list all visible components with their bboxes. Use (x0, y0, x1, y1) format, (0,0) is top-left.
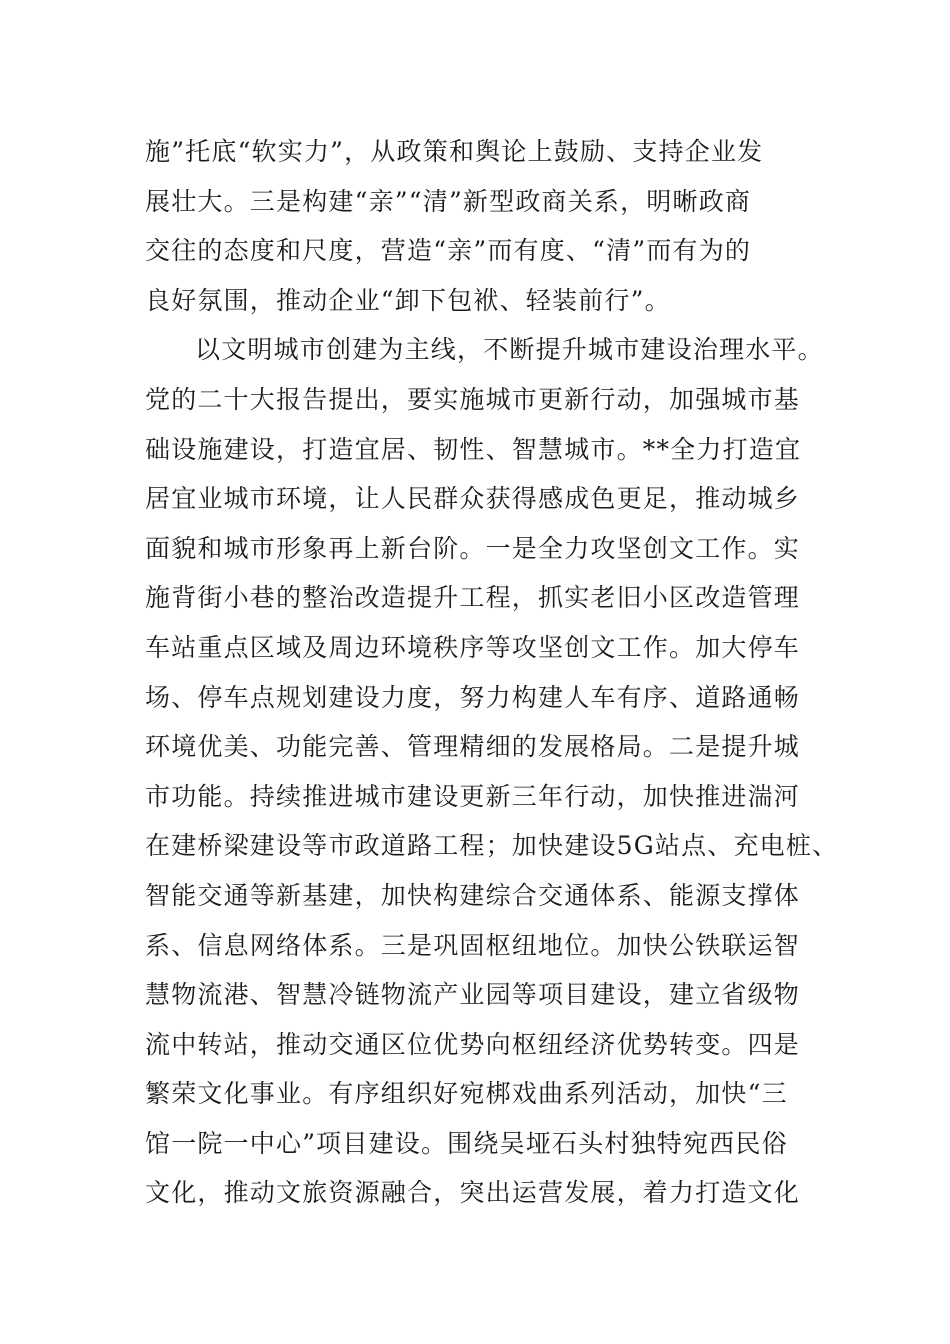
text-line: 展壮大。三是构建“亲”“清”新型政商关系，明晰政商 (145, 186, 752, 216)
text-line: 车站重点区域及周边环境秩序等攻坚创文工作。加大停车 (145, 632, 801, 662)
text-line: 流中转站，推动交通区位优势向枢纽经济优势转变。四是 (145, 1029, 801, 1059)
body-text (145, 127, 839, 1218)
text-line: 慧物流港、智慧冷链物流产业园等项目建设，建立省级物 (145, 980, 801, 1010)
text-line: 繁荣文化事业。有序组织好宛梆戏曲系列活动，加快“三 (145, 1079, 788, 1109)
text-line: 在建桥梁建设等市政道路工程；加快建设5G站点、充电桩、 (145, 831, 839, 861)
text-line: 智能交通等新基建，加快构建综合交通体系、能源支撑体 (145, 880, 801, 910)
text-line: 施”托底“软实力”，从政策和舆论上鼓励、支持企业发 (145, 137, 764, 166)
text-line: 居宜业城市环境，让人民群众获得感成色更足，推动城乡 (145, 484, 801, 514)
text-line: 面貌和城市形象再上新台阶。一是全力攻坚创文工作。实 (145, 533, 801, 563)
text-line: 馆一院一中心”项目建设。围绕吴垭石头村独特宛西民俗 (145, 1128, 788, 1158)
text-line: 文化，推动文旅资源融合，突出运营发展，着力打造文化 (145, 1178, 801, 1208)
text-line: 市功能。持续推进城市建设更新三年行动，加快推进湍河 (145, 781, 801, 811)
text-line: 良好氛围，推动企业“卸下包袱、轻装前行”。 (145, 285, 671, 315)
text-line: 础设施建设，打造宜居、韧性、智慧城市。**全力打造宜 (145, 434, 802, 464)
text-line: 施背街小巷的整治改造提升工程，抓实老旧小区改造管理 (145, 583, 801, 613)
paragraph-start-line: 以文明城市创建为主线，不断提升城市建设治理水平。 (195, 335, 824, 365)
text-line: 环境优美、功能完善、管理精细的发展格局。二是提升城 (145, 732, 801, 762)
text-line: 场、停车点规划建设力度，努力构建人车有序、道路通畅 (145, 682, 801, 712)
text-line: 党的二十大报告提出，要实施城市更新行动，加强城市基 (145, 384, 801, 414)
text-line: 系、信息网络体系。三是巩固枢纽地位。加快公铁联运智 (145, 930, 801, 960)
text-line: 交往的态度和尺度，营造“亲”而有度、“清”而有为的 (145, 236, 752, 266)
